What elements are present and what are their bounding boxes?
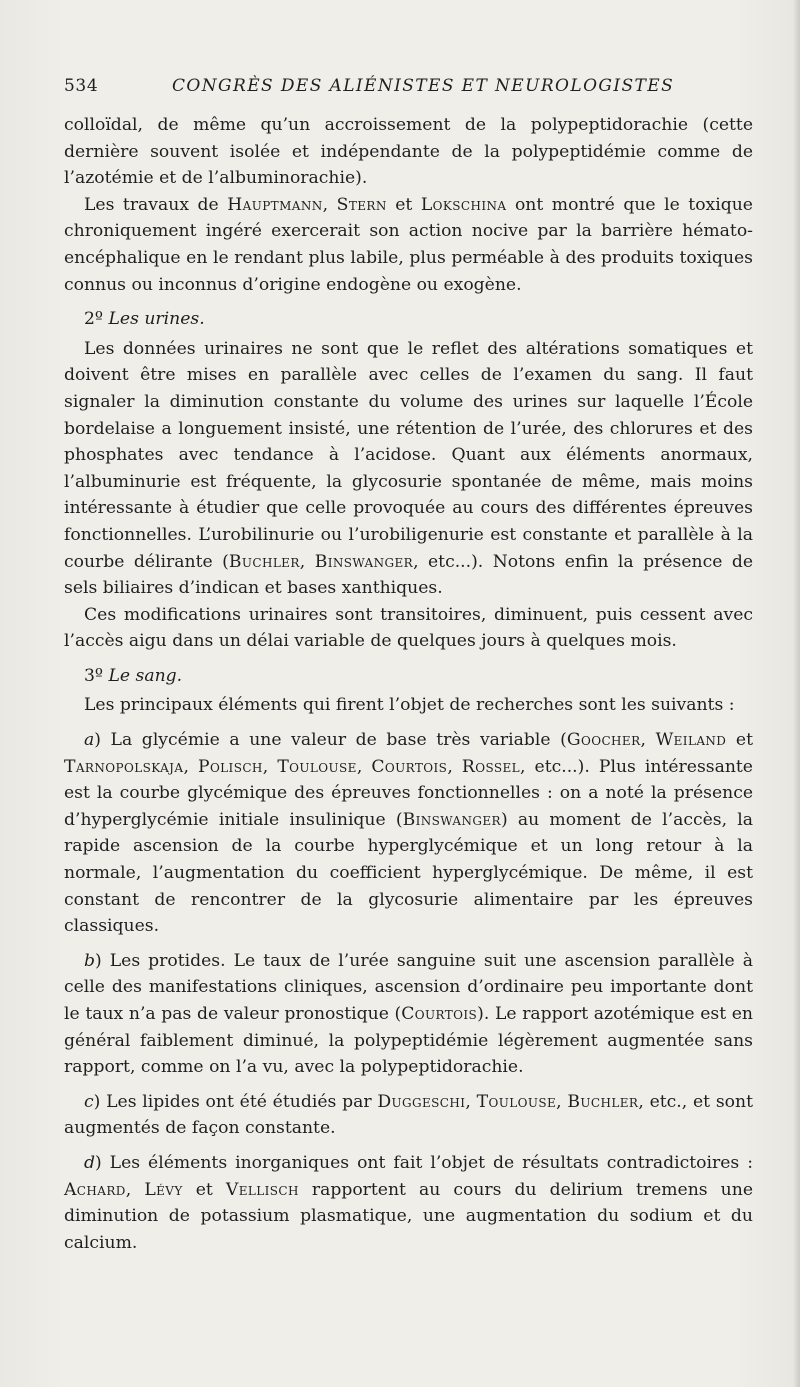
author-name: Toulouse — [476, 1091, 557, 1112]
author-name: Tarnopolskaja — [64, 756, 184, 777]
author-name: Achard — [64, 1179, 126, 1200]
author-name: Lévy — [144, 1179, 183, 1200]
scan-edge-shadow — [793, 0, 800, 1387]
page-number: 534 — [64, 76, 99, 96]
body-text — [64, 112, 753, 1256]
page-header — [64, 76, 744, 102]
item-label: d — [84, 1152, 96, 1173]
section-title: Le sang. — [108, 665, 183, 686]
author-name: Goocher — [566, 730, 641, 751]
author-name: Binswanger — [314, 551, 414, 572]
section-heading-urines — [64, 306, 753, 333]
author-name: Courtois — [401, 1004, 478, 1024]
author-name: Toulouse — [277, 756, 357, 777]
author-name: Binswanger — [402, 809, 501, 830]
paragraph-protides: b) Les protides. Le taux de l’urée sanguine suit une ascension parallèle à celle des manifestations cliniques, ascension d’ordinaire peu importante dont le taux n’a pas de valeur pronostique (Courtois). Le rapport azotémique est en général faiblement diminué, la polypeptidémie légèrement augmentée sans rapport, comme on l’a vu, avec la polypeptidorachie. — [64, 950, 753, 1078]
paragraph-lipides: c) Les lipides ont été étudiés par Duggeschi, Toulouse, Buchler, etc., et sont augmentés de façon constante. — [64, 1091, 753, 1139]
paragraph-glycemie: a) La glycémie a une valeur de base très variable (Goocher, Weiland et Tarnopolskaja, Polisch, Toulouse, Courtois, Rossel, etc...). Plus intéressante est la courbe glycémique des épreuves fonctionnelles : on a noté la présence d’hyperglycémie initiale insulinique (Binswanger) au moment de l’accès, la rapide ascension de la courbe hyperglycémique et un long retour à la normale, l’augmentation du coefficient hyperglycémique. De même, il est constant de rencontrer de la glycosurie alimentaire par les épreuves classiques. — [64, 730, 753, 937]
author-name: Vellisch — [225, 1179, 299, 1200]
author-name: Stern — [336, 194, 387, 215]
section-number: 2º — [84, 309, 109, 330]
paragraph-travaux: Les travaux de Hauptmann, Stern et Lokschina ont montré que le toxique chroniquement ingéré exercerait son action nocive par la barrière hémato-encéphalique en le rendant plus labile, plus perméable à des produits toxiques connus ou inconnus d’origine endogène ou exogène. — [64, 194, 753, 295]
paragraph-principaux-elements: Les principaux éléments qui firent l’objet de recherches sont les suivants : — [84, 695, 735, 716]
author-name: Courtois — [371, 756, 448, 777]
section-title: Les urines. — [108, 309, 205, 330]
author-name: Polisch — [197, 756, 263, 777]
author-name: Rossel — [461, 756, 520, 777]
author-name: Weiland — [655, 730, 727, 751]
author-name: Hauptmann — [227, 194, 323, 215]
item-label: a — [84, 730, 95, 751]
author-name: Buchler — [228, 551, 300, 572]
running-title: CONGRÈS DES ALIÉNISTES ET NEUROLOGISTES — [172, 76, 675, 96]
paragraph-elements-inorganiques: d) Les éléments inorganiques ont fait l’objet de résultats contradictoires : Achard, Lévy et Vellisch rapportent au cours du delirium tremens une diminution de potassium plasmatique, une augmentation du sodium et du calcium. — [64, 1152, 753, 1253]
paragraph-modifications: Ces modifications urinaires sont transitoires, diminuent, puis cessent avec l’accès aigu dans un délai variable de quelques jours à quelques mois. — [64, 604, 753, 652]
author-name: Lokschina — [420, 194, 507, 215]
paragraph-donnees-urinaires: Les données urinaires ne sont que le reflet des altérations somatiques et doivent être mises en parallèle avec celles de l’examen du sang. Il faut signaler la diminution constante du volume des urines sur laquelle l’École bordelaise a longuement insisté, une rétention de l’urée, des chlorures et des phosphates avec tendance à l’acidose. Quant aux éléments anormaux, l’albuminurie est fréquente, la glycosurie spontanée de même, mais moins intéressante à étudier que celle provoquée au cours des différentes épreuves fonctionnelles. L’urobilinurie ou l’urobiligenurie est constante et parallèle à la courbe délirante (Buchler, Binswanger, etc...). Notons enfin la présence de sels biliaires d’indican et bases xanthiques. — [64, 338, 753, 599]
item-label: c — [84, 1091, 94, 1112]
section-number: 3º — [84, 665, 109, 686]
paragraph-colloidal: colloïdal, de même qu’un accroissement de la polypeptidorachie (cette dernière souvent isolée et indépendante de la polypeptidémie comme de l’azotémie et de l’albuminorachie). — [64, 115, 753, 189]
author-name: Duggeschi — [377, 1091, 466, 1112]
section-heading-sang — [64, 663, 753, 690]
author-name: Buchler — [567, 1091, 639, 1112]
item-label: b — [84, 950, 96, 971]
